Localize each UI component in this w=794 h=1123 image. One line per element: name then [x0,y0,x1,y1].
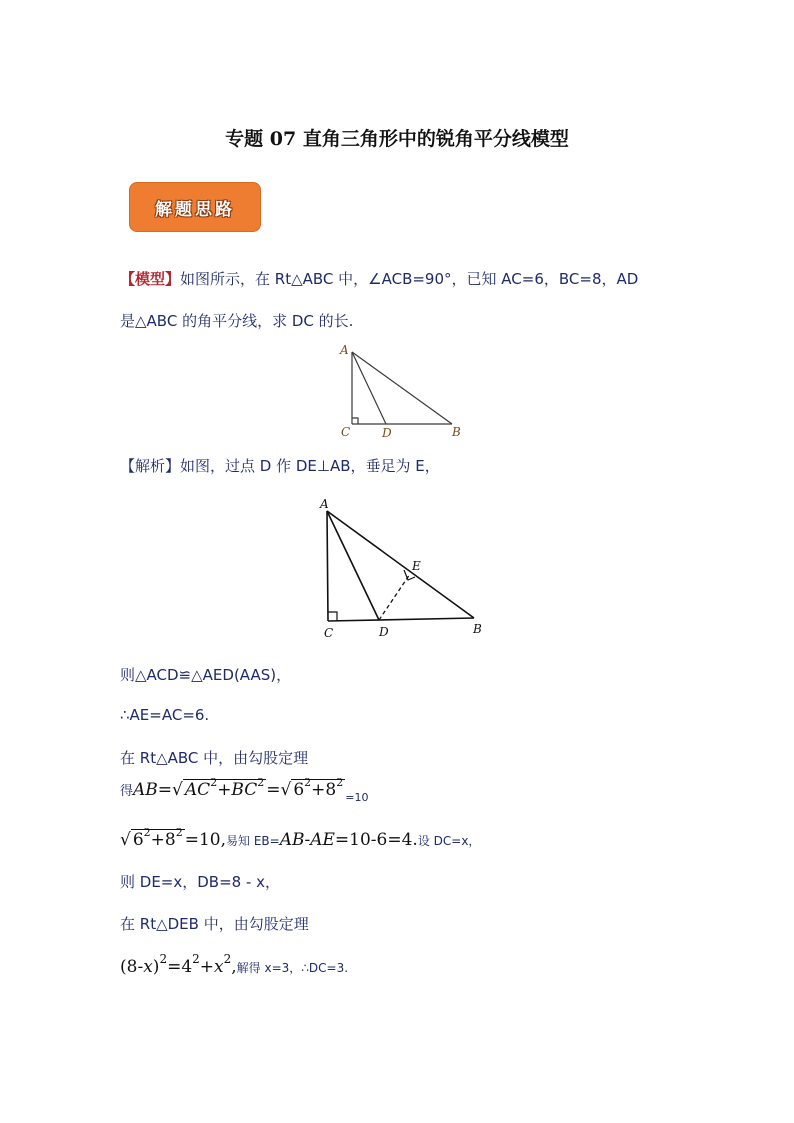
step-8-mid: 解得 x=3，∴DC=3. [236,961,349,975]
step-2: ∴AE=AC=6. [120,706,210,724]
fig2-label-a: A [320,497,329,511]
step-4-prefix: 得 [120,784,134,799]
section-badge: 解题思路 [129,182,261,232]
step-4-formula: 得AB=√ $AC^2+BC^2$ =√ $6^2+8^2_{=10}$ [120,776,369,804]
fig2-right-angle-c [328,612,337,621]
step-3: 在 Rt△ABC 中，由勾股定理 [120,749,309,767]
analysis-line [120,455,440,476]
fig2-label-e: E [412,559,421,573]
model-tag: 【模型】 [120,270,181,288]
fig2-side-ab [327,511,474,618]
fig1-label-a: A [340,343,349,357]
step-1: 则△ACD≌△AED(AAS)， [120,666,292,684]
fig2-label-b: B [473,622,482,636]
fig2-label-d: D [379,625,389,639]
step-8-formula: $(8-x)^2=4^2+x^2$,解得 x=3，∴DC=3. [120,952,349,977]
fig2-side-ac [327,511,328,621]
step-5-mid: 易知 EB= [226,834,280,848]
fig1-label-c: C [341,425,351,439]
model-line-2: 是△ABC 的角平分线，求 DC 的长. [120,312,354,330]
figure-2-triangle [312,494,492,642]
step-6: 则 DE=x，DB=8 - x， [120,873,281,891]
model-text-1: 如图所示，在 Rt△ABC 中，∠ACB=90°，已知 AC=6，BC=8，AD [180,270,639,288]
step-7: 在 Rt△DEB 中，由勾股定理 [120,915,309,933]
fig2-bisector-ad [327,511,379,620]
step-5-formula: √ $6^2+8^2 =10$,易知 EB=AB-AE=10-6=4.设 DC=x， [120,826,481,850]
fig1-label-d: D [382,426,392,440]
analysis-tag: 【解析】 [120,457,181,475]
fig1-label-b: B [452,425,461,439]
step-5-tail: 设 DC=x， [417,834,481,848]
figure-1-triangle [332,338,468,442]
fig2-label-c: C [324,626,334,640]
model-line-1 [120,268,638,289]
page-title: 专题 07 直角三角形中的锐角平分线模型 [225,128,569,150]
fig2-perpendicular-de [379,574,410,620]
analysis-text: 如图，过点 D 作 DE⊥AB，垂足为 E， [180,457,440,475]
fig2-side-cb [328,618,474,621]
step-4-suffix: =10 [345,791,369,804]
